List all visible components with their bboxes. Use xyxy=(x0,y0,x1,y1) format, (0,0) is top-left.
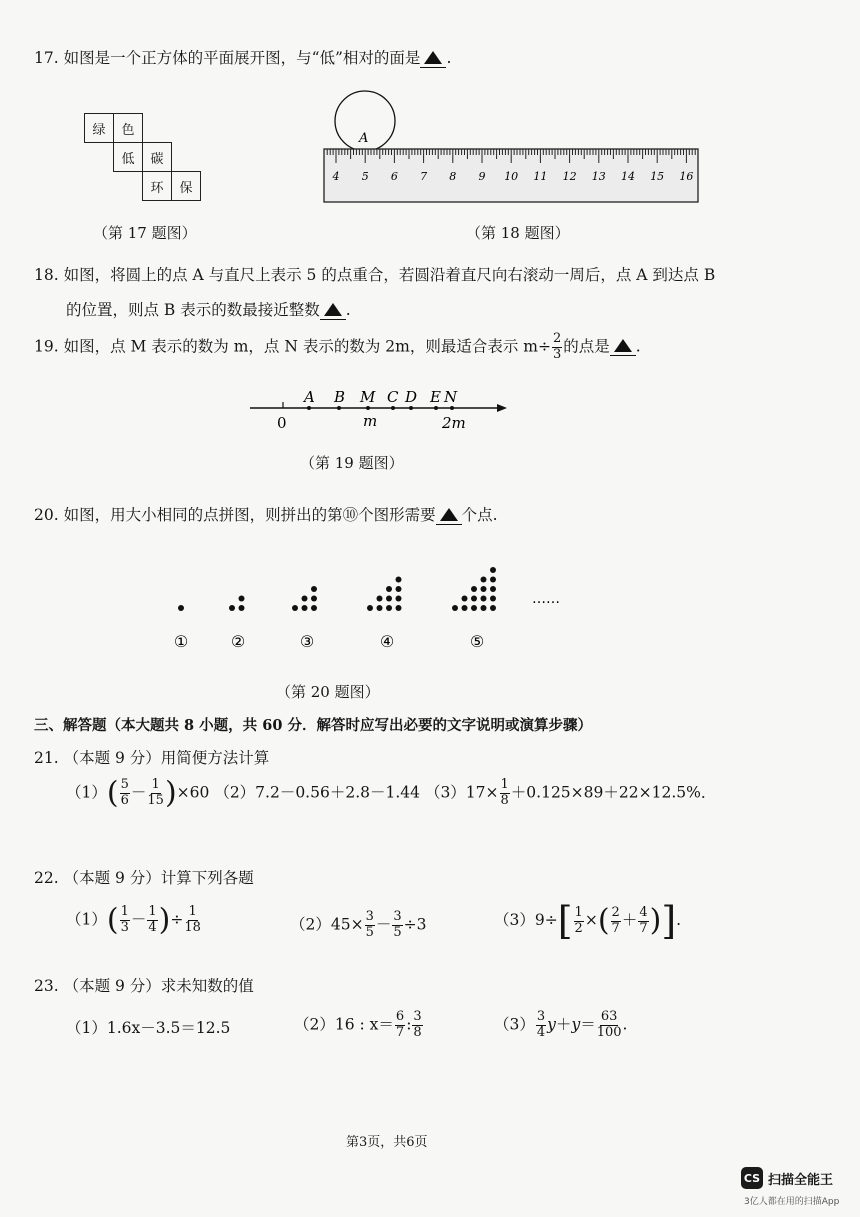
two-m-label: 2m xyxy=(442,414,466,432)
answer-blank xyxy=(436,506,462,525)
question-22: 22. （本题 9 分）计算下列各题 xyxy=(34,869,254,887)
ruler-label: 9 xyxy=(478,170,486,183)
figure-number: ① xyxy=(173,632,189,651)
page-number: 第3页，共6页 xyxy=(346,1135,428,1150)
ellipsis: …… xyxy=(532,591,560,607)
cube-face: 低 xyxy=(113,142,143,172)
question-21-parts: （1）( $\frac{5}{6}$ － $\frac{1}{15}$ )×60 （2）7.2－0.56＋2.8－1.44 （3）17× $\frac{1}{8}$ ＋0.125×89＋22×12.5%． xyxy=(66,775,717,811)
number-line xyxy=(245,382,515,438)
pattern-dot xyxy=(452,605,458,611)
pattern-dot xyxy=(490,605,496,611)
point-dot xyxy=(307,406,311,410)
point-label: E xyxy=(430,388,441,406)
question-20: 20. 如图，用大小相同的点拼图，则拼出的第⑩个图形需要 个点. xyxy=(34,506,498,524)
watermark-tagline: 3亿人都在用的扫描App xyxy=(744,1197,840,1207)
cube-face: 碳 xyxy=(142,142,172,172)
point-label: N xyxy=(444,388,458,406)
pattern-dot xyxy=(490,586,496,592)
ruler-figure xyxy=(320,88,705,206)
figure-caption: （第 19 题图） xyxy=(300,454,404,472)
arrow-icon xyxy=(497,404,507,412)
fraction: $\frac{5}{6}$ xyxy=(120,777,129,808)
ruler-label: 7 xyxy=(420,170,428,183)
ruler-label: 6 xyxy=(390,170,398,183)
ruler-label: 10 xyxy=(504,170,519,183)
question-23: 23. （本题 9 分）求未知数的值 xyxy=(34,977,254,995)
pattern-dot xyxy=(481,596,487,602)
pattern-dot xyxy=(396,605,402,611)
figure-caption: （第 18 题图） xyxy=(466,224,570,242)
ruler-label: 14 xyxy=(621,170,635,183)
section-heading: 三、解答题（本大题共 8 小题，共 60 分．解答时应写出必要的文字说明或演算步骤） xyxy=(34,717,592,734)
ruler-label: 4 xyxy=(332,170,340,183)
m-label: m xyxy=(363,412,378,430)
triangle-icon xyxy=(324,303,342,316)
question-23-part2: （2）16 : x＝ $\frac{6}{7}$ : $\frac{3}{8}$ xyxy=(294,1009,422,1040)
pattern-dot xyxy=(386,586,392,592)
pattern-dot xyxy=(396,577,402,583)
pattern-dot xyxy=(386,596,392,602)
answer-blank xyxy=(420,49,446,68)
figure-number: ④ xyxy=(379,632,395,651)
ruler-label: 15 xyxy=(650,170,665,183)
pattern-dot xyxy=(311,605,317,611)
figure-caption: （第 17 题图） xyxy=(93,224,197,242)
question-22-part2: （2）45× $\frac{3}{5}$ － $\frac{3}{5}$ ÷3 xyxy=(290,909,427,940)
point-dot xyxy=(366,406,370,410)
pattern-dot xyxy=(178,605,184,611)
point-label: B xyxy=(334,388,346,406)
pattern-dot xyxy=(462,605,468,611)
ruler-label: 16 xyxy=(679,170,694,183)
answer-blank xyxy=(610,337,636,356)
fraction: $\frac{1}{8}$ xyxy=(500,777,509,808)
question-22-part1: （1）( $\frac{1}{3}$ － $\frac{1}{4}$ )÷ $\frac{1}{18}$ xyxy=(66,902,201,938)
triangle-icon xyxy=(440,508,458,521)
fraction: $\frac{2}{3}$ xyxy=(552,331,562,362)
point-label: M xyxy=(360,388,376,406)
question-19: 19. 如图，点 M 表示的数为 m，点 N 表示的数为 2m，则最适合表示 m÷ $\frac{2}{3}$ 的点是 . xyxy=(34,331,641,362)
point-a-label: A xyxy=(359,131,369,146)
point-dot xyxy=(450,406,454,410)
cube-face: 保 xyxy=(171,171,201,201)
pattern-dot xyxy=(396,596,402,602)
pattern-dot xyxy=(377,605,383,611)
fraction: $\frac{1}{15}$ xyxy=(147,777,164,808)
point-dot xyxy=(391,406,395,410)
question-18-line2: 的位置，则点 B 表示的数最接近整数 . xyxy=(66,301,351,319)
ruler-label: 8 xyxy=(449,170,457,183)
ruler-label: 11 xyxy=(533,170,548,183)
pattern-dot xyxy=(239,596,245,602)
point-dot xyxy=(337,406,341,410)
question-17: 17. 如图是一个正方体的平面展开图，与“低”相对的面是 . xyxy=(34,49,452,67)
pattern-dot xyxy=(239,605,245,611)
watermark-name: 扫描全能王 xyxy=(768,1173,834,1188)
point-label: D xyxy=(405,388,418,406)
question-23-part3: （3） $\frac{3}{4}$ y＋y＝ $\frac{63}{100}$ . xyxy=(494,1009,628,1040)
figure-number: ② xyxy=(230,632,246,651)
pattern-dot xyxy=(377,596,383,602)
pattern-dot xyxy=(490,577,496,583)
pattern-dot xyxy=(490,596,496,602)
point-dot xyxy=(434,406,438,410)
question-23-part1: （1）1.6x－3.5＝12.5 xyxy=(66,1019,231,1037)
camscanner-logo: CS xyxy=(741,1167,763,1189)
pattern-dot xyxy=(481,577,487,583)
ruler-label: 13 xyxy=(591,170,606,183)
pattern-dot xyxy=(396,586,402,592)
pattern-dot xyxy=(462,596,468,602)
point-dot xyxy=(409,406,413,410)
answer-blank xyxy=(320,301,346,320)
point-label: A xyxy=(304,388,315,406)
dot-pattern-figure xyxy=(160,535,580,655)
pattern-dot xyxy=(471,596,477,602)
question-22-part3: （3）9÷[ $\frac{1}{2}$ ×( $\frac{2}{7}$ ＋ $\frac{4}{7}$ )]. xyxy=(494,899,682,943)
question-18-line1: 18. 如图，将圆上的点 A 与直尺上表示 5 的点重合，若圆沿着直尺向右滚动一周后，点 A 到达点 B xyxy=(34,266,716,284)
pattern-dot xyxy=(490,567,496,573)
pattern-dot xyxy=(229,605,235,611)
question-21: 21. （本题 9 分）用简便方法计算 xyxy=(34,749,270,767)
figure-caption: （第 20 题图） xyxy=(276,683,380,701)
pattern-dot xyxy=(481,605,487,611)
origin-label: 0 xyxy=(277,414,287,432)
figure-number: ⑤ xyxy=(469,632,485,651)
ruler-label: 12 xyxy=(562,170,577,183)
pattern-dot xyxy=(292,605,298,611)
pattern-dot xyxy=(481,586,487,592)
pattern-dot xyxy=(367,605,373,611)
pattern-dot xyxy=(471,605,477,611)
cube-face: 绿 xyxy=(84,113,114,143)
pattern-dot xyxy=(311,586,317,592)
figure-number: ③ xyxy=(299,632,315,651)
pattern-dot xyxy=(302,596,308,602)
triangle-icon xyxy=(424,51,442,64)
pattern-dot xyxy=(311,596,317,602)
pattern-dot xyxy=(471,586,477,592)
cube-face: 色 xyxy=(113,113,143,143)
pattern-dot xyxy=(302,605,308,611)
pattern-dot xyxy=(386,605,392,611)
point-label: C xyxy=(387,388,399,406)
ruler-label: 5 xyxy=(361,170,369,183)
cube-face: 环 xyxy=(142,171,172,201)
triangle-icon xyxy=(614,339,632,352)
